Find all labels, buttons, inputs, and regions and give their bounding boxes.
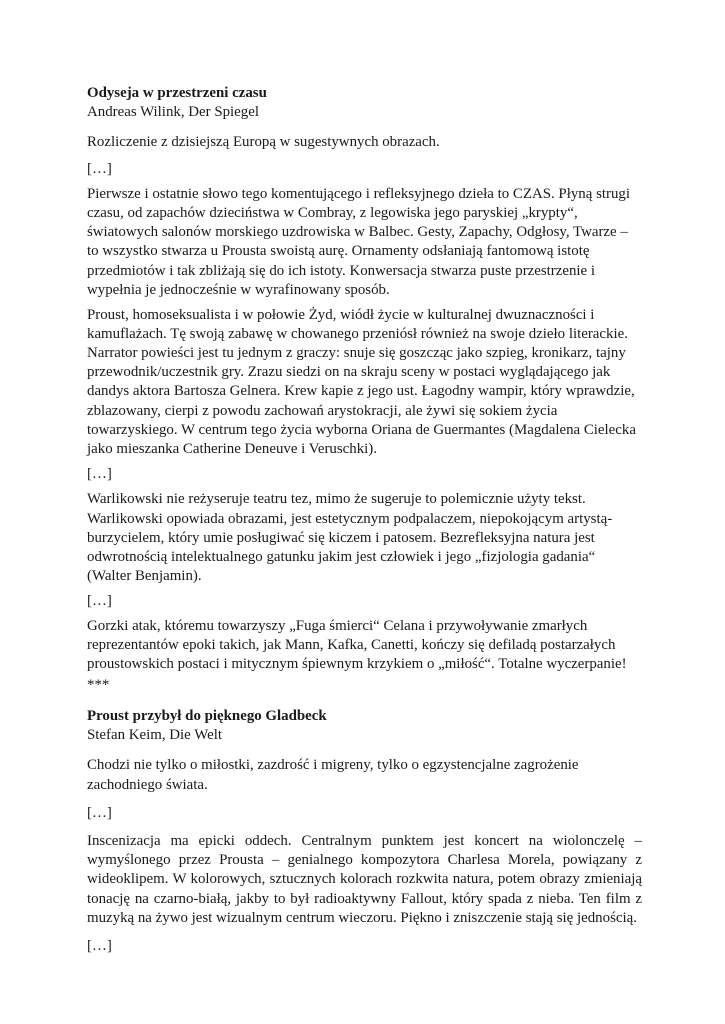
article-gladbeck — [87, 707, 642, 956]
ellipsis-marker: […] — [87, 937, 112, 954]
ellipsis-marker: […] — [87, 804, 112, 821]
article-lead: Chodzi nie tylko o miłostki, zazdrość i migreny, tylko o egzystencjalne zagrożenie zachodniego świata. — [87, 757, 579, 793]
article-paragraph: Gorzki atak, któremu towarzyszy „Fuga śmierci“ Celana i przywoływanie zmarłych reprezentantów epoki takich, jak Mann, Kafka, Canetti, kończy się defiladą postarzałych proustowskich postaci i mitycznym śpiewnym krzykiem o „miłość“. Totalne wyczerpanie! — [87, 618, 627, 673]
article-lead: Rozliczenie z dzisiejszą Europą w sugestywnych obrazach. — [87, 134, 440, 151]
ellipsis-marker: […] — [87, 466, 112, 483]
ellipsis-marker: […] — [87, 160, 112, 177]
article-odyseja — [87, 84, 642, 695]
article-author: Andreas Wilink, Der Spiegel — [87, 104, 259, 121]
article-paragraph: Pierwsze i ostatnie słowo tego komentującego i refleksyjnego dzieła to CZAS. Płyną strugi czasu, od zapachów dzieciństwa w Combray, z legowiska jego paryskiej „krypty“, światowych salonów morskiego uzdrowiska w Balbec. Gesty, Zapachy, Odgłosy, Twarze – to wszystko stwarza u Prousta swoistą aurę. Ornamenty odsłaniają fantomową istotę przedmiotów i tak zbliżają się do ich istoty. Konwersacja stwarza puste przestrzenie i wypełnia je jednocześnie w wyrafinowany sposób. — [87, 185, 630, 298]
article-paragraph: Proust, homoseksualista i w połowie Żyd, wiódł życie w kulturalnej dwuznaczności i kamuflażach. Tę swoją zabawę w chowanego przeniósł również na swoje dzieło literackie. Narrator powieści jest tu jednym z graczy: snuje się goszcząc jako szpieg, kronikarz, tajny przewodnik/uczestnik gry. Zrazu siedzi on na skraju sceny w postaci wyglądającego jak dandys aktora Bartosza Gelnera. Krew kapie z jego ust. Łagodny wampir, który wprawdzie, zblazowany, cierpi z powodu zachowań arystokracji, ale żywi się sokiem życia towarzyskiego. W centrum tego życia wyborna Oriana de Guermantes (Magdalena Cielecka jako mieszanka Catherine Deneuve i Veruschki). — [87, 306, 636, 457]
document-page — [87, 84, 642, 962]
article-title: Proust przybył do pięknego Gladbeck — [87, 707, 327, 724]
article-paragraph: Inscenizacja ma epicki oddech. Centralnym punktem jest koncert na wiolonczelę – wymyślonego przez Prousta – genialnego kompozytora Charlesa Morela, powiązany z wideoklipem. W kolorowych, sztucznych kolorach rozkwita natura, potem obrazy zmieniają tonację na czarno-białą, jakby to był radioaktywny Fallout, który spada z nieba. Ten film z muzyką na żywo jest wizualnym centrum wieczoru. Piękno i zniszczenie stają się jednością. — [87, 832, 642, 926]
article-paragraph: Warlikowski nie reżyseruje teatru tez, mimo że sugeruje to polemicznie użyty tekst. Warlikowski opowiada obrazami, jest estetycznym podpalaczem, niepokojącym artystą-burzycielem, który umie posługiwać się kiczem i patosem. Bezrefleksyjna natura jest odwrotnością intelektualnego gatunku jakim jest człowiek i jego „fizjologia gadania“ (Walter Benjamin). — [87, 491, 613, 585]
article-author: Stefan Keim, Die Welt — [87, 727, 222, 744]
article-title: Odyseja w przestrzeni czasu — [87, 85, 267, 101]
section-separator: *** — [87, 676, 110, 693]
ellipsis-marker: […] — [87, 592, 112, 609]
